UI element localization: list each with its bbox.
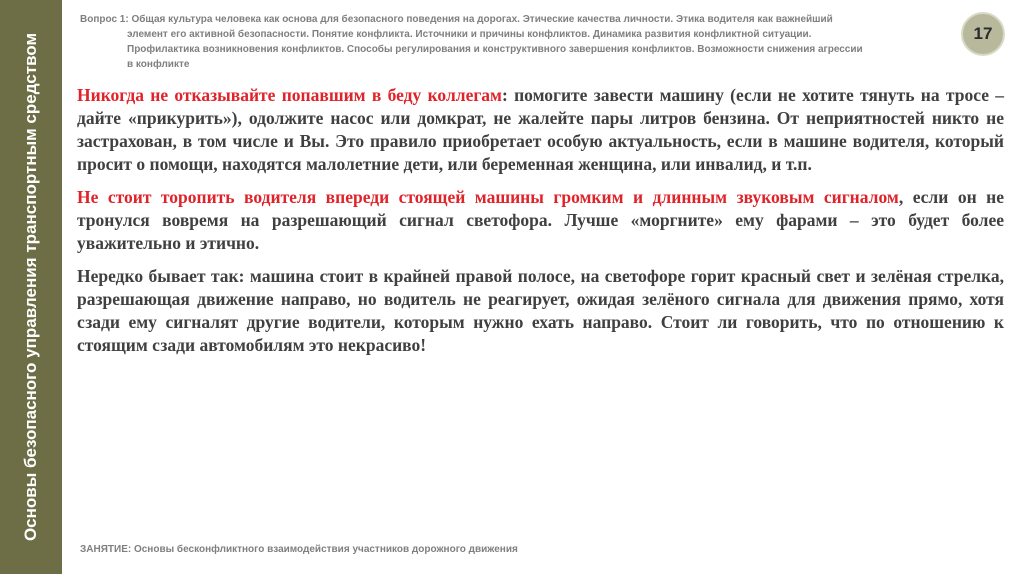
paragraph-1-text: : помогите завести машину (если не хотите тянуть на тросе – дайте «прикурить»), одолжите насос или домкрат, не жалейте пары литров бензина. От неприятностей никто не застрахован, в том числе и Вы. Это правило приобретает особую актуальность, если в машине водителя, который просит о помощи, находятся малолетние дети, или беременная женщина, или инвалид, и т.п. xyxy=(77,85,1004,174)
paragraph-2 xyxy=(77,186,1004,255)
header-line-4: в конфликте xyxy=(127,59,190,70)
slide-number: 17 xyxy=(973,24,993,43)
slide-number-badge xyxy=(961,12,1005,56)
question-header xyxy=(80,12,940,72)
header-line-2: элемент его активной безопасности. Понятие конфликта. Источники и причины конфликтов. Динамика развития конфликтной ситуации. xyxy=(127,29,812,40)
paragraph-1 xyxy=(77,84,1004,176)
header-line-1: Вопрос 1: Общая культура человека как основа для безопасного поведения на дорогах. Этические качества личности. Этика водителя как важнейший xyxy=(80,14,833,25)
header-line-3: Профилактика возникновения конфликтов. Способы регулирования и конструктивного завершения конфликтов. Возможности снижения агрессии xyxy=(127,44,863,55)
footer-lesson: ЗАНЯТИЕ: Основы бесконфликтного взаимодействия участников дорожного движения xyxy=(80,544,518,555)
paragraph-3: Нередко бывает так: машина стоит в крайней правой полосе, на светофоре горит красный свет и зелёная стрелка, разрешающая движение направо, но водитель не реагирует, ожидая зелёного сигнала для движения прямо, хотя сзади ему сигналят другие водители, которым нужно ехать направо. Стоит ли говорить, что по отношению к стоящим сзади автомобилям это некрасиво! xyxy=(77,266,1004,355)
paragraph-2-highlight: Не стоит торопить водителя впереди стоящей машины громким и длинным звуковым сигналом xyxy=(77,187,899,207)
paragraph-2-text: , если он не тронулся вовремя на разрешающий сигнал светофора. Лучше «моргните» ему фарами – это будет более уважительно и этично. xyxy=(77,187,1004,253)
sidebar-title: Основы безопасного управления транспортным средством xyxy=(21,32,40,542)
sidebar xyxy=(0,0,62,574)
paragraph-1-highlight: Никогда не отказывайте попавшим в беду коллегам xyxy=(77,85,502,105)
main-content xyxy=(77,84,1004,367)
